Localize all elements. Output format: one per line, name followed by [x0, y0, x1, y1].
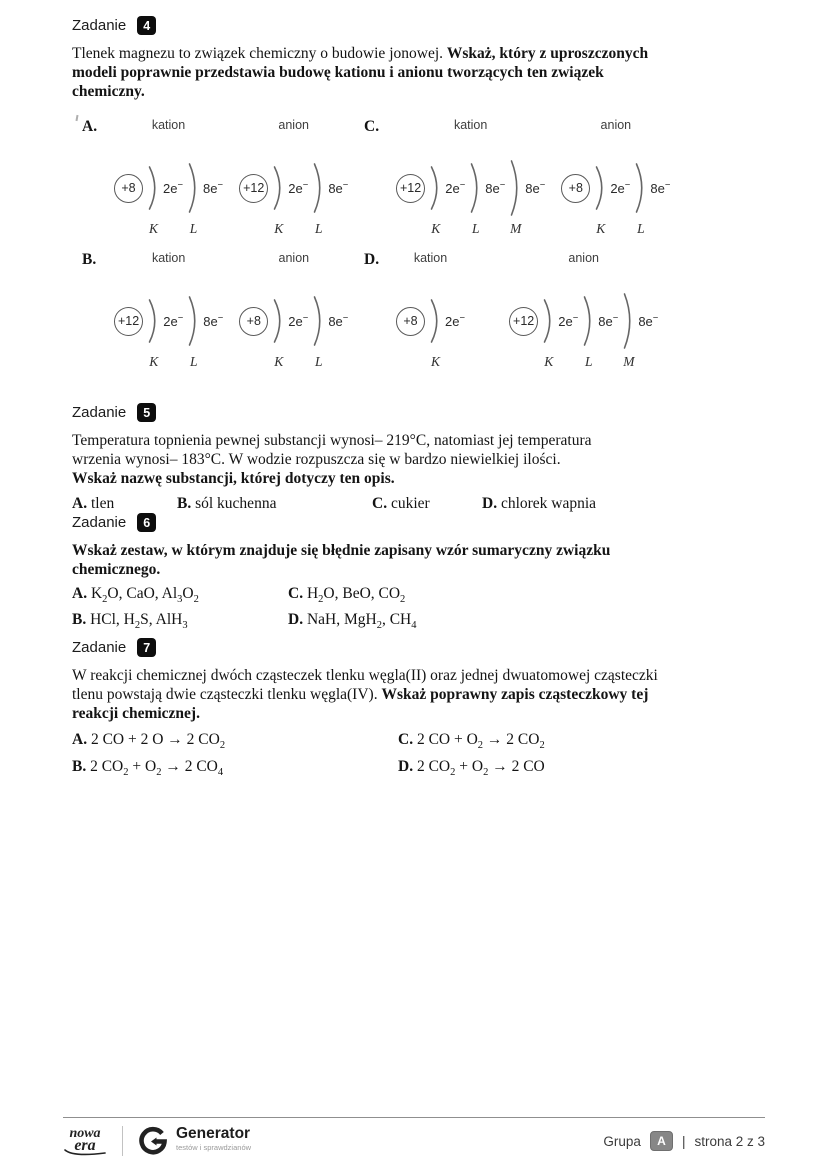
task-6-option-A: A. $K_2O$, CaO, $Al_3O_2$: [72, 585, 199, 606]
nucleus-charge: +8: [114, 174, 143, 203]
task-4-option-D-letter: D.: [364, 251, 380, 268]
shell-name: L: [471, 221, 480, 236]
task-4-option-A: [72, 118, 354, 236]
shell-arc-icon: [186, 162, 201, 214]
task-7-option-D: D. 2 $CO_2 + O_2 \to 2$ CO: [398, 758, 545, 779]
task-4-option-D-models: [396, 251, 659, 369]
task-4-header-label: Zadanie: [72, 17, 127, 34]
ion-model: [114, 118, 224, 236]
electron-shell: [311, 289, 349, 369]
task-7-option-B: B. 2 $CO_2 + O_2 \to 2$ $CO_4$: [72, 758, 224, 779]
ion-type-label: kation: [151, 118, 186, 132]
task-6-header: [72, 513, 732, 532]
task-5-option-D: D. chlorek wapnia: [482, 495, 597, 512]
footer-logo-divider: [122, 1126, 123, 1156]
shell-electron-count: 8e−: [203, 312, 224, 329]
ion-model: [114, 251, 224, 369]
task-4-option-C-letter: C.: [364, 118, 380, 135]
task-5-options: [72, 495, 732, 513]
page-info-divider: |: [681, 1133, 686, 1149]
task-4-diagram-row-2: [72, 251, 659, 369]
ion-type-label: anion: [600, 118, 632, 132]
ion-type-label: anion: [568, 251, 599, 265]
group-label: Grupa: [603, 1133, 641, 1149]
task-4-option-C: [354, 118, 671, 236]
shell-electron-count: 8e−: [328, 179, 349, 196]
shell-name: K: [149, 354, 159, 369]
shell-arc-icon: [593, 165, 608, 211]
task-7-option-A: A. 2 CO + 2 O → 2 $CO_2$: [72, 731, 226, 752]
electron-shell: [621, 289, 659, 369]
task-4-option-A-models: [114, 118, 349, 236]
electron-shell: [428, 289, 466, 369]
shell-electron-count: 2e−: [288, 312, 309, 329]
shell-name: L: [315, 354, 323, 369]
generator-g-icon: [138, 1126, 168, 1156]
shell-arc-icon: [633, 162, 648, 214]
task-6-header-label: Zadanie: [72, 514, 127, 531]
shell-arc-icon: [468, 162, 483, 214]
ion-type-label: anion: [278, 118, 309, 132]
shell-electron-count: 2e−: [288, 179, 309, 196]
ion-model: [239, 118, 349, 236]
electron-shell: [146, 156, 184, 236]
nucleus-charge: +8: [239, 307, 268, 336]
shell-name: L: [189, 354, 198, 369]
ion-model: [396, 251, 466, 369]
task-4-number-badge: 4: [137, 16, 156, 35]
footer: [63, 1126, 765, 1156]
shell-arc-icon: [186, 295, 201, 347]
generator-name: Generator: [176, 1125, 251, 1142]
shell-name: L: [189, 221, 198, 236]
shell-name: K: [274, 354, 284, 369]
nucleus-charge: +12: [509, 307, 538, 336]
shell-electron-count: 8e−: [650, 179, 671, 196]
shell-name: K: [148, 221, 158, 236]
task-7-option-C: C. 2 CO + $O_2 \to 2$ $CO_2$: [398, 731, 545, 752]
atom-model: [114, 156, 224, 236]
task-4-option-A-letter: A.: [82, 118, 98, 135]
task-4-header: [72, 16, 672, 35]
electron-shell: [508, 156, 546, 236]
shell-electron-count: 2e−: [163, 179, 184, 196]
task-7-question: Wskaż poprawny zapis cząsteczkowy tej reakcji chemicznej.: [72, 686, 649, 722]
task-7-options: [72, 731, 732, 779]
shell-arc-icon: [271, 165, 286, 211]
nowa-era-logo: [63, 1127, 107, 1156]
task-6-text: [72, 541, 652, 579]
shell-arc-icon: [271, 298, 286, 344]
shell-name: K: [274, 221, 284, 236]
shell-name: M: [510, 221, 522, 236]
atom-model: [509, 289, 659, 369]
shell-name: K: [544, 354, 554, 369]
shell-name: K: [596, 221, 606, 236]
nowa-era-logo-era: era: [74, 1136, 96, 1154]
atom-model: [396, 289, 466, 369]
ion-type-label: kation: [413, 251, 448, 265]
shell-arc-icon: [541, 298, 556, 344]
shell-name: L: [585, 354, 593, 369]
electron-shell: [271, 156, 309, 236]
shell-electron-count: 2e−: [558, 312, 579, 329]
shell-electron-count: 8e−: [598, 312, 619, 329]
task-4-option-D: [354, 251, 659, 369]
shell-electron-count: 2e−: [610, 179, 631, 196]
task-5-header: [72, 403, 732, 422]
electron-shell: [633, 156, 671, 236]
task-4: [72, 16, 672, 101]
nowa-era-logo-nowa: nowa: [69, 1125, 101, 1141]
task-4-text: [72, 44, 657, 101]
electron-shell: [271, 289, 309, 369]
nucleus-charge: +12: [396, 174, 425, 203]
shell-electron-count: 2e−: [163, 312, 184, 329]
shell-arc-icon: [508, 159, 523, 217]
shell-name: M: [623, 354, 635, 369]
task-6-number-badge: 6: [137, 513, 156, 532]
generator-subtitle: testów i sprawdzianów: [176, 1143, 252, 1152]
footer-divider-line: [63, 1117, 765, 1118]
atom-model: [239, 156, 349, 236]
shell-arc-icon: [146, 165, 161, 211]
nucleus-charge: +12: [114, 307, 143, 336]
electron-shell: [311, 156, 349, 236]
task-4-question: Wskaż, który z uproszczonych modeli poprawnie przedstawia budowę kationu i anionu tworzących ten związek chemiczny.: [72, 45, 649, 100]
task-7-number-badge: 7: [137, 638, 156, 657]
task-4-option-B-letter: B.: [82, 251, 97, 268]
task-6-option-B: B. HCl, $H_2S$, AlH$_3$: [72, 611, 188, 632]
generator-logo-text: [176, 1127, 251, 1155]
task-7-text: [72, 666, 662, 723]
electron-shell: [428, 156, 466, 236]
ion-type-label: anion: [278, 251, 310, 265]
shell-name: L: [315, 221, 323, 236]
shell-electron-count: 8e−: [328, 312, 349, 329]
page-number: strona 2 z 3: [694, 1133, 765, 1149]
task-4-option-B: [72, 251, 354, 369]
nucleus-charge: +8: [396, 307, 425, 336]
shell-electron-count: 8e−: [203, 179, 224, 196]
task-5-option-C: C. cukier: [372, 495, 430, 512]
task-5-number-badge: 5: [137, 403, 156, 422]
task-4-option-C-models: [396, 118, 671, 236]
task-7-header: [72, 638, 732, 657]
electron-shell: [186, 289, 224, 369]
task-5-option-A: A. tlen: [72, 495, 115, 512]
shell-electron-count: 2e−: [445, 312, 466, 329]
ion-model: [509, 251, 659, 369]
electron-shell: [186, 156, 224, 236]
shell-electron-count: 2e−: [445, 179, 466, 196]
task-5-header-label: Zadanie: [72, 404, 127, 421]
task-7-header-label: Zadanie: [72, 639, 127, 656]
task-7-intro: W reakcji chemicznej dwóch cząsteczek tlenku węgla(II) oraz jednej dwuatomowej cząsteczki tlenu powstają dwie cząsteczki tlenku węgla(IV).: [72, 667, 658, 703]
ion-model: [239, 251, 349, 369]
atom-model: [561, 156, 671, 236]
shell-arc-icon: [146, 298, 161, 344]
shell-arc-icon: [428, 298, 443, 344]
ion-model: [561, 118, 671, 236]
ion-type-label: kation: [151, 251, 186, 265]
generator-logo: [138, 1126, 251, 1156]
task-5-question: Wskaż nazwę substancji, której dotyczy ten opis.: [72, 470, 395, 487]
shell-arc-icon: [311, 295, 326, 347]
shell-electron-count: 8e−: [525, 179, 546, 196]
electron-shell: [581, 289, 619, 369]
shell-arc-icon: [581, 295, 596, 347]
task-7: [72, 638, 732, 779]
atom-model: [396, 156, 546, 236]
task-6-question: Wskaż zestaw, w którym znajduje się błędnie zapisany wzór sumaryczny związku chemicznego.: [72, 542, 611, 578]
electron-shell: [468, 156, 506, 236]
shell-arc-icon: [311, 162, 326, 214]
task-5: [72, 403, 732, 513]
shell-name: L: [637, 221, 645, 236]
electron-shell: [593, 156, 631, 236]
task-6-options: [72, 585, 732, 632]
shell-name: K: [430, 354, 440, 369]
task-5-option-B: B. sól kuchenna: [177, 495, 277, 512]
nowa-era-swoosh-icon: [63, 1149, 107, 1156]
shell-electron-count: 8e−: [638, 312, 659, 329]
electron-shell: [541, 289, 579, 369]
ion-model: [396, 118, 546, 236]
electron-shell: [146, 289, 184, 369]
shell-arc-icon: [621, 292, 636, 350]
shell-arc-icon: [428, 165, 443, 211]
task-5-intro: Temperatura topnienia pewnej substancji wynosi– 219°C, natomiast jej temperatura wrzenia wynosi– 183°C. W wodzie rozpuszcza się w bardzo niewielkiej ilości.: [72, 432, 592, 468]
group-badge: A: [650, 1131, 673, 1151]
nucleus-charge: +8: [561, 174, 590, 203]
task-6-option-C: C. $H_2O$, BeO, $CO_2$: [288, 585, 406, 606]
footer-page-info: [603, 1131, 765, 1151]
task-5-text: [72, 431, 632, 488]
atom-model: [239, 289, 349, 369]
task-6-option-D: D. NaH, MgH$_2$, $CH_4$: [288, 611, 417, 632]
nucleus-charge: +12: [239, 174, 268, 203]
shell-name: K: [431, 221, 441, 236]
task-4-diagram-row-1: [72, 118, 671, 236]
shell-electron-count: 8e−: [485, 179, 506, 196]
task-4-option-B-models: [114, 251, 349, 369]
atom-model: [114, 289, 224, 369]
task-6: [72, 513, 732, 632]
ion-type-label: kation: [453, 118, 488, 132]
task-4-intro: Tlenek magnezu to związek chemiczny o budowie jonowej.: [72, 45, 447, 62]
